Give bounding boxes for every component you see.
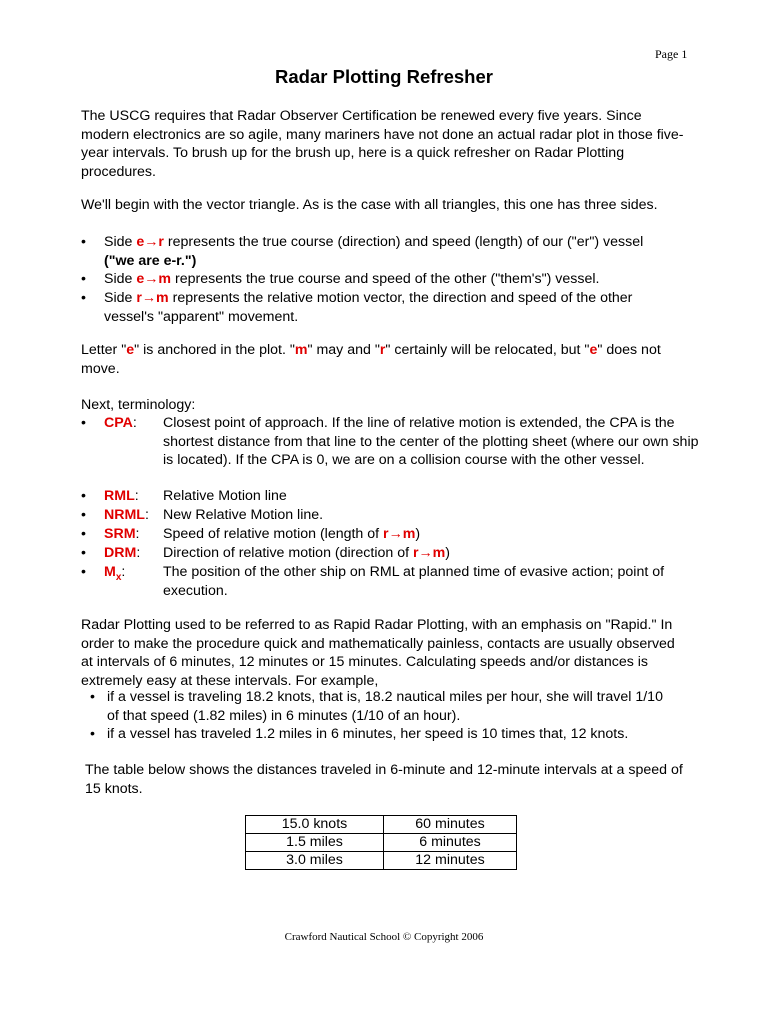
list-item <box>0 289 768 326</box>
bullet: • <box>81 488 86 504</box>
term-label: M <box>104 564 116 580</box>
table-row <box>246 852 517 870</box>
speed-distance-table <box>245 815 517 870</box>
vector-label: e→m <box>136 271 172 287</box>
table-cell: 12 minutes <box>384 852 517 870</box>
letter-m: m <box>294 342 308 358</box>
list-item <box>0 506 768 524</box>
term-label: SRM <box>104 526 136 542</box>
term-label: NRML <box>104 507 145 523</box>
text-run: ) <box>445 545 451 561</box>
intro-paragraph: The USCG requires that Radar Observer Certification be renewed every five years. Since modern electronics are so agile, many mariners have not done an actual radar plot in those five-year intervals. To brush up for the brush up, here is a quick refresher on Radar Plotting procedures. <box>81 108 684 180</box>
side-text: represents the true course (direction) and speed (length) of our ("er") vessel <box>163 234 644 250</box>
term-definition: Relative Motion line <box>163 488 287 504</box>
vector-label: r→m <box>412 545 446 561</box>
side-prefix: Side <box>104 271 137 287</box>
bullet: • <box>81 526 86 542</box>
table-cell: 15.0 knots <box>246 816 384 834</box>
term-colon: : <box>132 415 137 431</box>
term-definition <box>163 544 703 563</box>
side-extra: ("we are e-r.") <box>104 252 197 269</box>
bullet: • <box>81 564 86 580</box>
term-label: CPA <box>104 415 133 431</box>
vector-label: e→r <box>136 234 164 250</box>
bullet: • <box>90 689 95 705</box>
vector-label: r→m <box>136 290 169 306</box>
example-text: if a vessel has traveled 1.2 miles in 6 minutes, her speed is 10 times that, 12 knots. <box>107 726 629 742</box>
bullet: • <box>81 415 86 431</box>
page-title: Radar Plotting Refresher <box>275 66 493 87</box>
bullet: • <box>90 726 95 742</box>
terminology-heading: Next, terminology: <box>81 397 196 413</box>
side-list <box>0 233 768 325</box>
side-prefix: Side <box>104 290 137 306</box>
term-colon: : <box>135 526 140 542</box>
table-row <box>246 816 517 834</box>
term-colon: : <box>144 507 149 523</box>
list-item <box>0 688 768 725</box>
rapid-paragraph: Radar Plotting used to be referred to as Rapid Radar Plotting, with an emphasis on "Rapid." In order to make the procedure quick and mathematically painless, contacts are usually observed at intervals of 6 minutes, 12 minutes or 15 minutes. Calculating speeds and/or distances is extremely easy at these intervals. For example, <box>81 617 675 689</box>
term-subscript: x <box>115 571 122 583</box>
side-text: represents the true course and speed of the other ("them's") vessel. <box>171 271 600 287</box>
list-item <box>0 487 768 505</box>
example-text: if a vessel is traveling 18.2 knots, that is, 18.2 nautical miles per hour, she will travel 1/10 of that speed (1.82 miles) in 6 minutes (1/10 of an hour). <box>107 689 663 724</box>
list-item <box>0 725 768 743</box>
text-run: " may and " <box>307 342 380 358</box>
term-definition: New Relative Motion line. <box>163 507 324 523</box>
text-run: Direction of relative motion (direction of <box>163 545 413 561</box>
term-colon: : <box>121 564 126 580</box>
bullet: • <box>81 234 86 250</box>
table-cell: 60 minutes <box>384 816 517 834</box>
list-item <box>0 563 768 600</box>
table-cell: 6 minutes <box>384 834 517 852</box>
letter-e: e <box>126 342 135 358</box>
text-run: " is anchored in the plot. " <box>134 342 295 358</box>
bullet: • <box>81 507 86 523</box>
table-row <box>246 834 517 852</box>
text-run: Speed of relative motion (length of <box>163 526 384 542</box>
footer: Crawford Nautical School © Copyright 2006 <box>284 931 484 943</box>
letter-e: e <box>589 342 598 358</box>
side-text: represents the relative motion vector, the direction and speed of the other vessel's "apparent" movement. <box>104 290 633 325</box>
table-intro: The table below shows the distances traveled in 6-minute and 12-minute intervals at a speed of 15 knots. <box>85 762 683 797</box>
side-prefix: Side <box>104 234 137 250</box>
triangle-intro: We'll begin with the vector triangle. As is the case with all triangles, this one has three sides. <box>81 197 658 213</box>
list-item <box>0 414 768 488</box>
term-colon: : <box>136 545 141 561</box>
bullet: • <box>81 271 86 287</box>
terms-list <box>0 414 768 600</box>
table-cell: 3.0 miles <box>246 852 384 870</box>
term-definition <box>163 525 703 544</box>
bullet: • <box>81 290 86 306</box>
text-run: " does not move. <box>81 342 661 377</box>
text-run: " certainly will be relocated, but " <box>385 342 590 358</box>
vector-label: r→m <box>383 526 416 542</box>
anchor-paragraph <box>81 341 681 378</box>
bullet: • <box>81 545 86 561</box>
term-label: DRM <box>104 545 137 561</box>
list-item <box>0 525 768 543</box>
examples-list <box>0 688 768 744</box>
table-cell: 1.5 miles <box>246 834 384 852</box>
term-definition: The position of the other ship on RML at planned time of evasive action; point of execution. <box>163 564 665 599</box>
list-item <box>0 544 768 562</box>
page-number: Page 1 <box>655 47 688 61</box>
term-colon: : <box>134 488 139 504</box>
list-item <box>0 233 768 270</box>
text-run: Letter " <box>81 342 127 358</box>
list-item <box>0 270 768 288</box>
letter-r: r <box>379 342 386 358</box>
text-run: ) <box>415 526 421 542</box>
term-label: RML <box>104 488 135 504</box>
term-definition: Closest point of approach. If the line of relative motion is extended, the CPA is the shortest distance from that line to the center of the plotting sheet (where our own ship is located). If the CPA is 0, we are on a collision course with the other vessel. <box>163 415 699 468</box>
